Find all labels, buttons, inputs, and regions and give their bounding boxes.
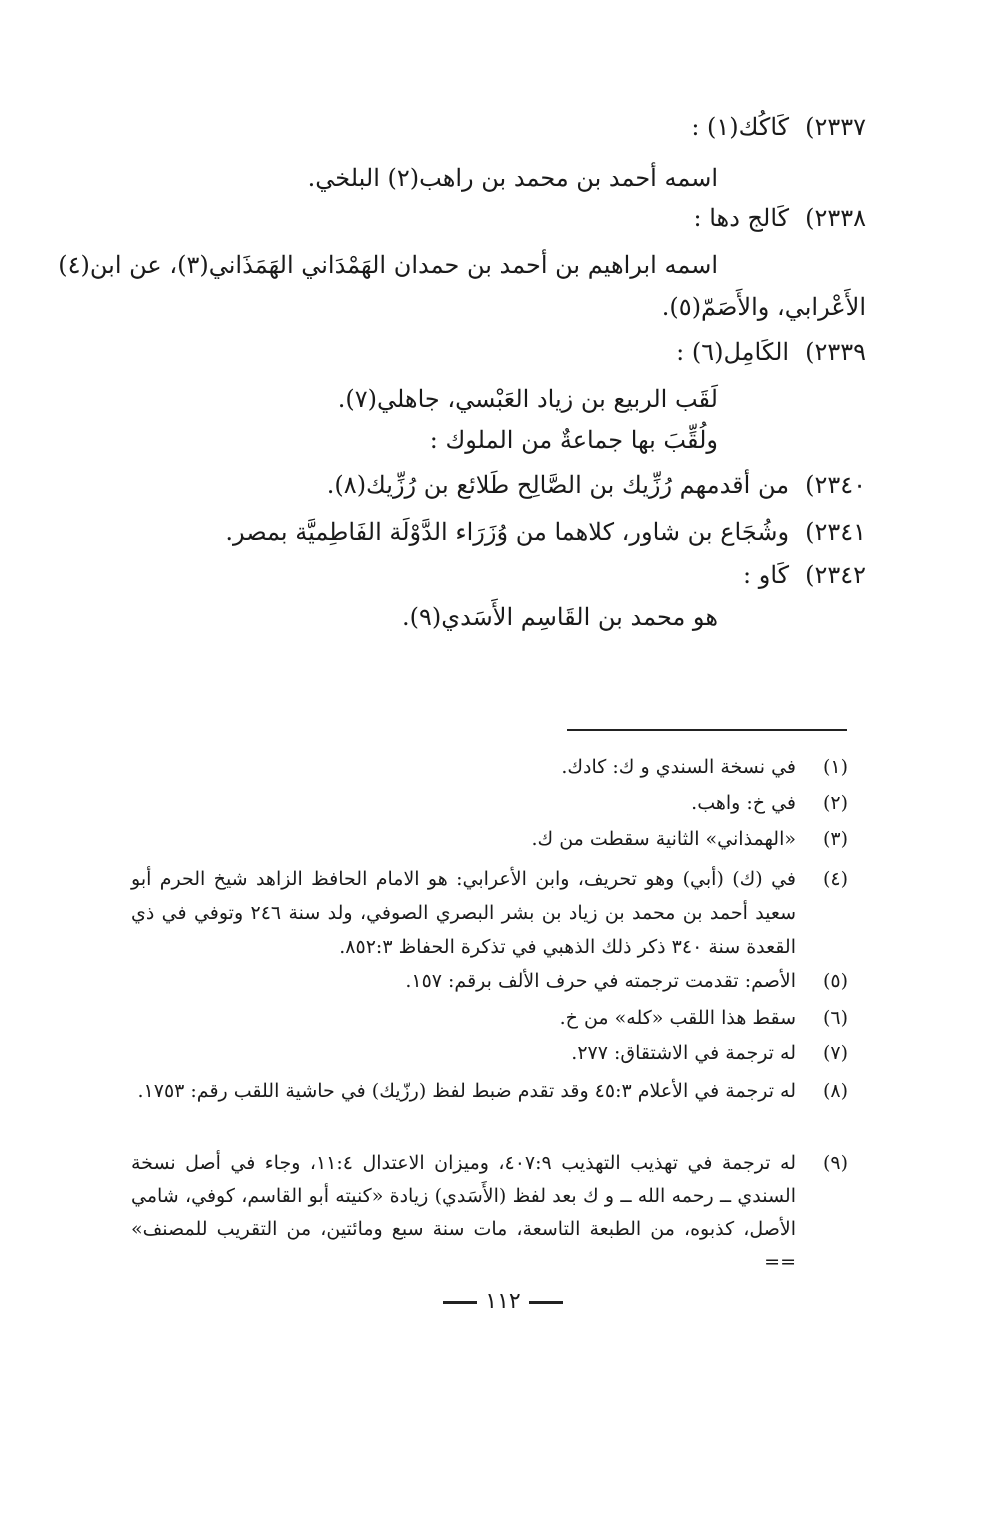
entry-2342 [743, 560, 866, 590]
dash-left [529, 1301, 563, 1304]
entry-2337 [691, 112, 866, 142]
entry-text: اسمه ابراهيم بن أحمد بن حمدان الهَمْدَاني الهَمَذَاني(٣)، عن ابن(٤) [58, 251, 718, 279]
dash-right [443, 1301, 477, 1304]
footnote-text: الأصم: تقدمت ترجمته في حرف الألف برقم: ١٥٧. [405, 970, 796, 992]
footnote-text: «الهمذاني» الثانية سقطت من ك. [531, 828, 796, 850]
entry-2341 [225, 517, 866, 547]
entry-heading: كَالج دها : [693, 204, 790, 232]
entry-number: ٢٣٤١) [805, 518, 866, 546]
entry-number: ٢٣٤٠) [805, 471, 866, 499]
footnote-number: (٥) [822, 970, 848, 992]
entry-text: لَقَب الربيع بن زياد العَبْسي، جاهلي(٧). [337, 385, 718, 413]
entry-heading: كَاو : [743, 561, 790, 589]
footnote-number: (٩) [822, 1152, 848, 1174]
footnote-number: (١) [822, 756, 848, 778]
footnote-number: (٣) [822, 828, 848, 850]
footnote-number: (٤) [822, 868, 848, 890]
entry-heading: كَاكُك(١) : [691, 113, 790, 141]
footnote-text: في (ك) (أبي) وهو تحريف، وابن الأعرابي: هو الامام الحافظ الزاهد شيخ الحرم أبو سعيد أحمد بن محمد بن زياد بن بشر البصري الصوفي، ولد سنة ٢٤٦ وتوفي في ذي القعدة سنة ٣٤٠ ذكر ذلك الذهبي في تذكرة الحفاظ ٨٥٢:٣. [131, 868, 796, 958]
entry-number: ٢٣٣٩) [805, 338, 866, 366]
entry-heading: من أقدمهم رُزِّيك بن الصَّالِح طَلائع بن رُزِّيك(٨). [326, 471, 790, 499]
footnote-text: له ترجمة في تهذيب التهذيب ٤٠٧:٩، وميزان الاعتدال ١١:٤، وجاء في أصل نسخة السندي ــ رحمه الله ــ و ك بعد لفظ (الأَسَدي) زيادة «كنيته أبو القاسم، كوفي، شامي الأصل، كذبوه، من الطبعة التاسعة، مات سنة سبع ومائتين، من التقريب للمصنف» == [131, 1152, 796, 1273]
footnote-divider [567, 729, 847, 731]
footnote-number: (٦) [822, 1007, 848, 1029]
entry-heading: الكَامِل(٦) : [676, 338, 790, 366]
footnote-text: في خ: واهب. [691, 792, 796, 814]
footnote-number: (٧) [822, 1042, 848, 1064]
page-number-text: ١١٢ [485, 1289, 521, 1314]
entry-number: ٢٣٤٢) [805, 561, 866, 589]
footnote-number: (٢) [822, 792, 848, 814]
entry-text: ولُقِّبَ بها جماعةٌ من الملوك : [429, 426, 718, 454]
entry-text: الأَعْرابي، والأَصَمّ(٥). [661, 293, 866, 321]
entry-2339 [676, 337, 866, 367]
footnote-text: له ترجمة في الاشتقاق: ٢٧٧. [571, 1042, 796, 1064]
page-number [0, 1289, 1006, 1314]
entry-number: ٢٣٣٧) [805, 113, 866, 141]
entry-2338 [694, 203, 866, 233]
footnote-text: سقط هذا اللقب «كله» من خ. [559, 1007, 796, 1029]
footnote-text: له ترجمة في الأعلام ٤٥:٣ وقد تقدم ضبط لفظ (رزّيك) في حاشية اللقب رقم: ١٧٥٣. [137, 1080, 796, 1102]
entry-number: ٢٣٣٨) [805, 204, 866, 232]
footnote-number: (٨) [822, 1080, 848, 1102]
entry-heading: وشُجَاع بن شاور، كلاهما من وُزَرَاء الدَّوْلَة الفَاطِميَّة بمصر. [225, 518, 790, 546]
footnote-text: في نسخة السندي و ك: كادك. [561, 756, 796, 778]
entry-text: هو محمد بن القَاسِم الأَسَدي(٩). [402, 603, 718, 631]
entry-text: اسمه أحمد بن محمد بن راهب(٢) البلخي. [307, 164, 718, 192]
entry-2340 [327, 470, 866, 500]
